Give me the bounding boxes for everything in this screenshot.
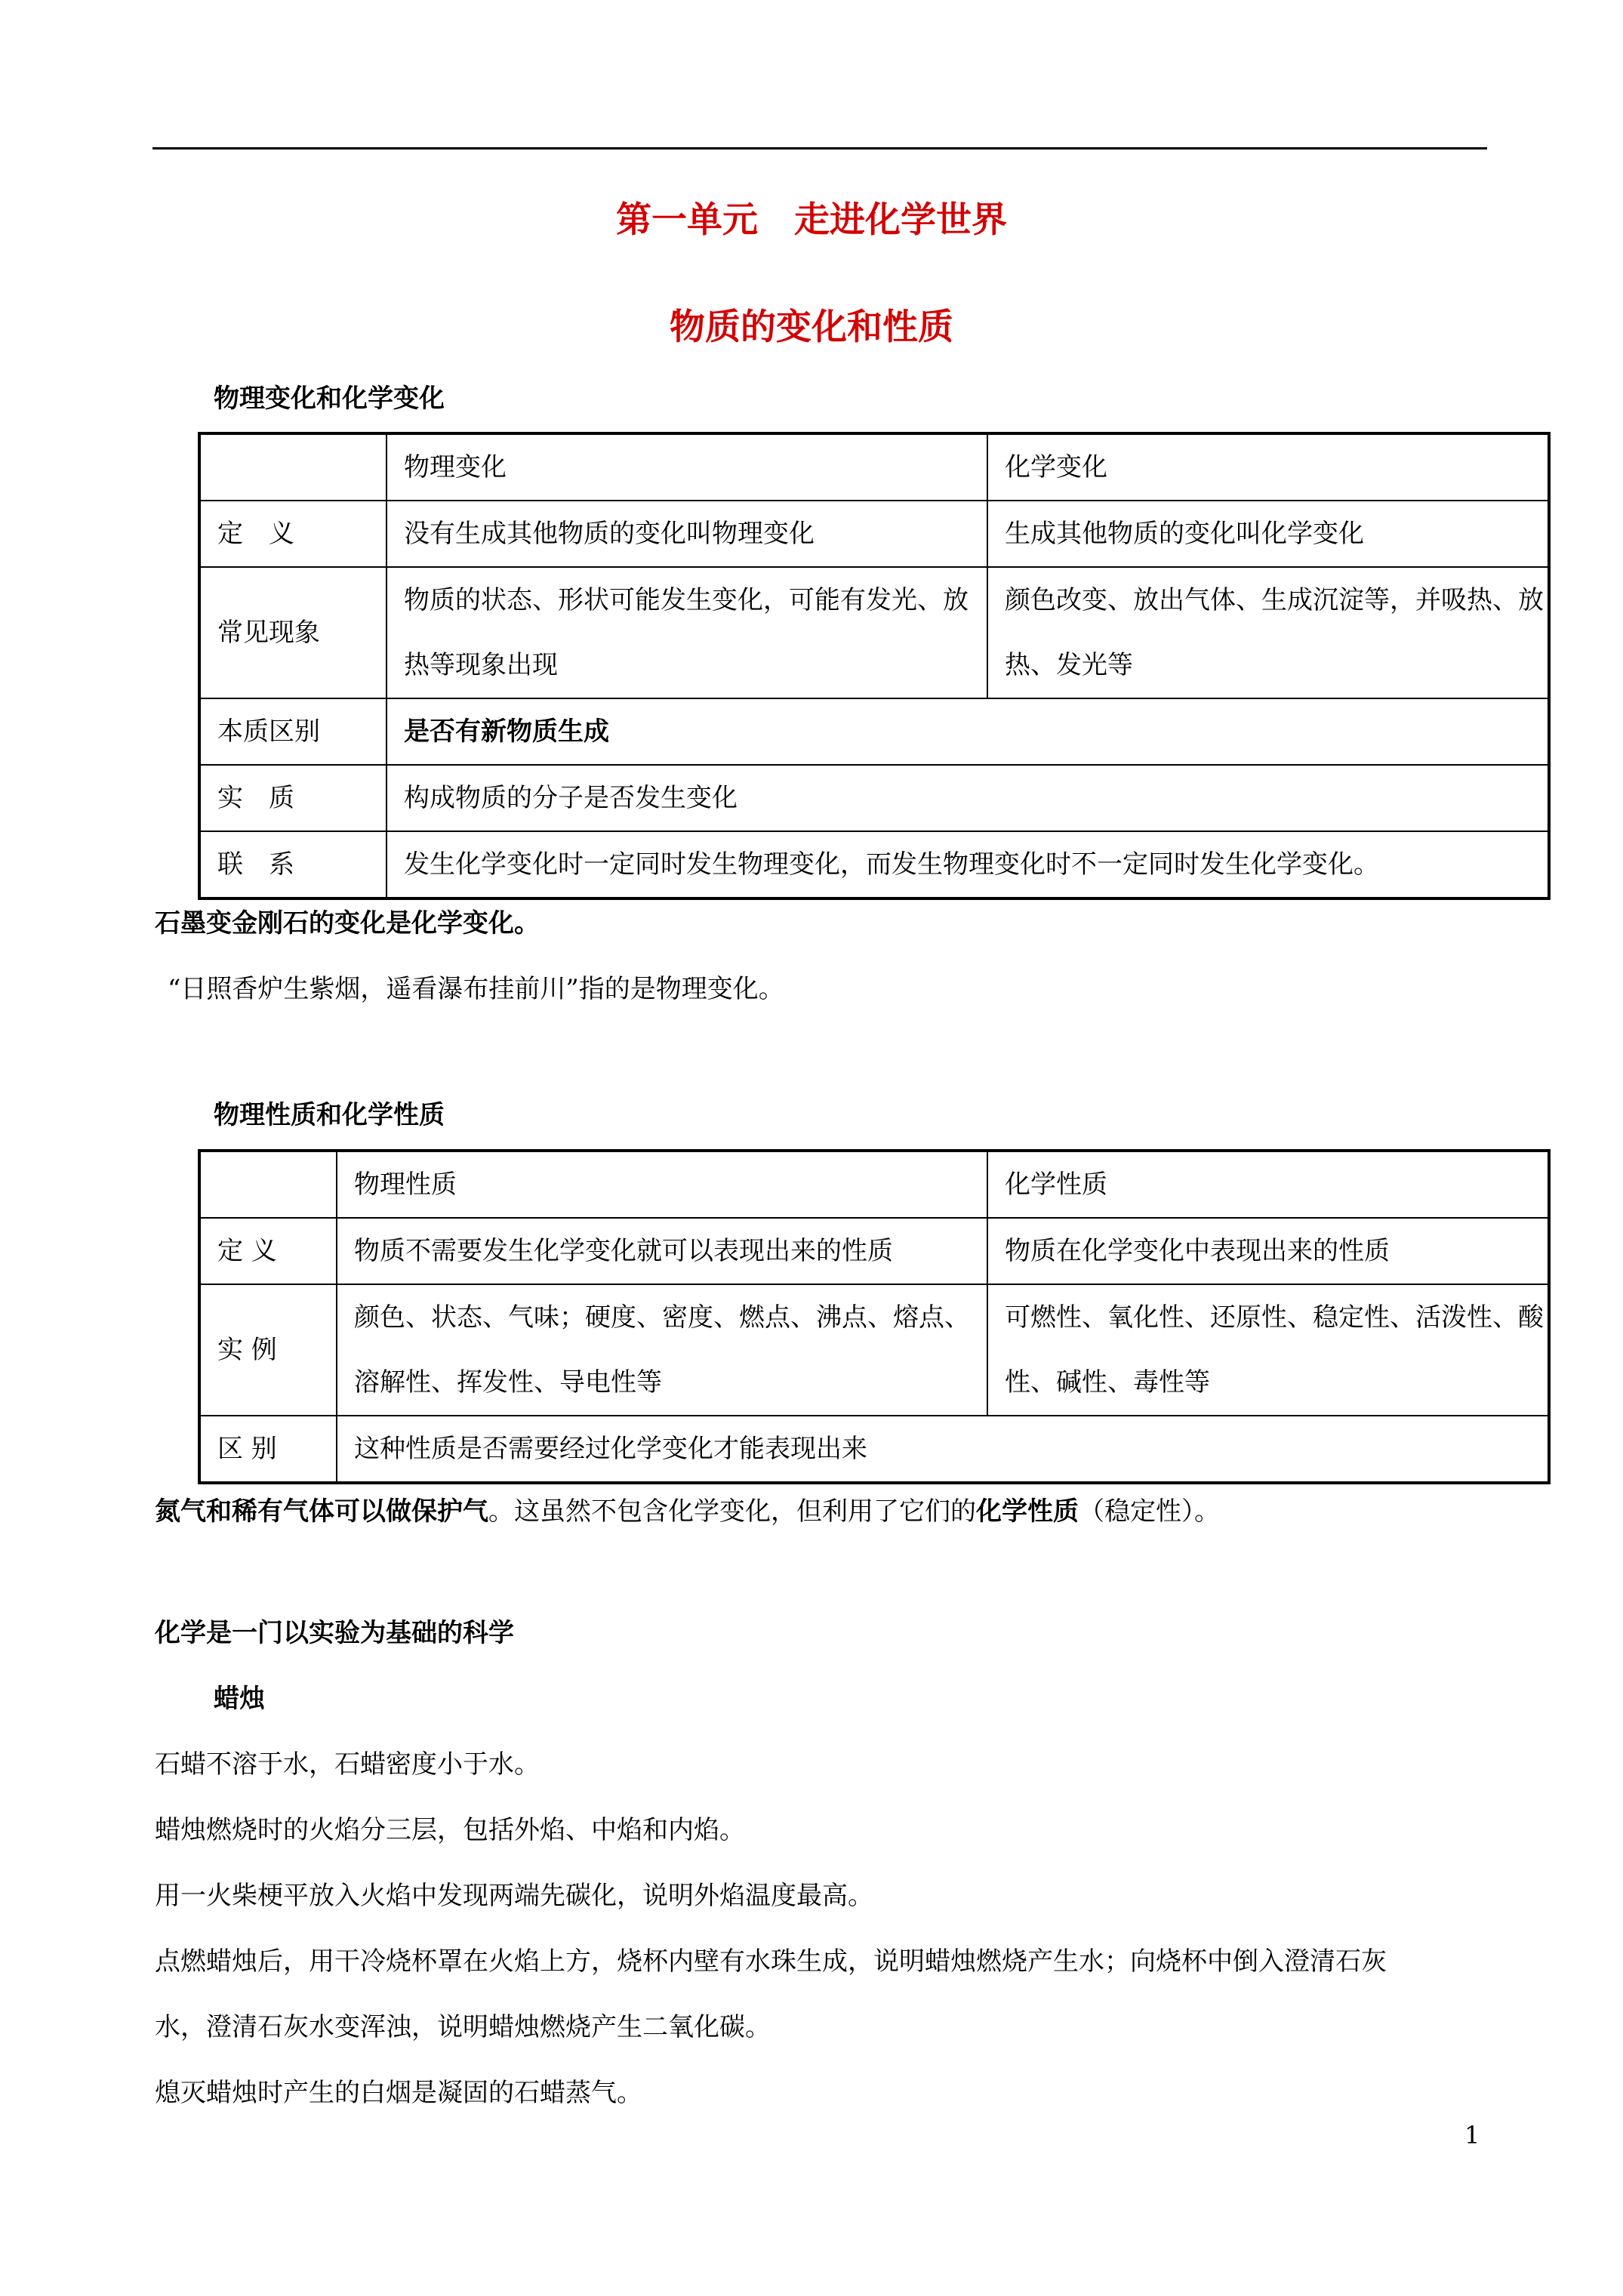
note-bold-property: 化学性质 xyxy=(976,1496,1079,1527)
note-protective-gas xyxy=(155,1493,1220,1530)
row-label: 定 义 xyxy=(199,501,387,567)
candle-line: 水，澄清石灰水变浑浊，说明蜡烛燃烧产生二氧化碳。 xyxy=(155,2012,771,2042)
lesson-title: 物质的变化和性质 xyxy=(670,307,953,348)
unit-title xyxy=(0,198,1623,243)
table-row xyxy=(199,1218,1549,1284)
header-cell-physical: 物理变化 xyxy=(387,433,987,501)
physical-cell: 颜色、状态、气味；硬度、密度、燃点、沸点、熔点、溶解性、挥发性、导电性等 xyxy=(337,1284,987,1416)
note-graphite: 石墨变金刚石的变化是化学变化。 xyxy=(155,908,540,938)
chemical-cell: 物质在化学变化中表现出来的性质 xyxy=(987,1218,1549,1284)
row-label: 联 系 xyxy=(199,831,387,898)
header-cell-chemical: 化学变化 xyxy=(987,433,1549,501)
table-header-row xyxy=(199,433,1549,501)
table-row xyxy=(199,501,1549,567)
chemical-cell: 生成其他物质的变化叫化学变化 xyxy=(987,501,1549,567)
unit-number: 第一单元 xyxy=(616,199,758,241)
note-poem: “日照香炉生紫烟，遥看瀑布挂前川”指的是物理变化。 xyxy=(168,974,784,1004)
section-heading-properties: 物理性质和化学性质 xyxy=(214,1100,445,1130)
header-cell-empty xyxy=(199,1151,337,1218)
chemical-cell: 可燃性、氧化性、还原性、稳定性、活泼性、酸性、碱性、毒性等 xyxy=(987,1284,1549,1416)
row-label: 实 质 xyxy=(199,765,387,831)
candle-line: 石蜡不溶于水，石蜡密度小于水。 xyxy=(155,1749,540,1780)
table-row xyxy=(199,698,1549,765)
physical-cell: 物质不需要发生化学变化就可以表现出来的性质 xyxy=(337,1218,987,1284)
merged-cell: 发生化学变化时一定同时发生物理变化，而发生物理变化时不一定同时发生化学变化。 xyxy=(387,831,1549,898)
note-mid-text: 。这虽然不包含化学变化，但利用了它们的 xyxy=(488,1496,976,1527)
row-label: 常见现象 xyxy=(199,567,387,698)
candle-line: 熄灭蜡烛时产生的白烟是凝固的石蜡蒸气。 xyxy=(155,2078,642,2108)
candle-line: 蜡烛燃烧时的火焰分三层，包括外焰、中焰和内焰。 xyxy=(155,1815,745,1845)
table-row xyxy=(199,765,1549,831)
header-rule xyxy=(152,147,1487,149)
table-header-row xyxy=(199,1151,1549,1218)
merged-cell: 构成物质的分子是否发生变化 xyxy=(387,765,1549,831)
row-label: 定 义 xyxy=(199,1218,337,1284)
row-label: 区 别 xyxy=(199,1416,337,1483)
header-cell-empty xyxy=(199,433,387,501)
chemical-cell: 颜色改变、放出气体、生成沉淀等，并吸热、放热、发光等 xyxy=(987,567,1549,698)
page-number: 1 xyxy=(1464,2121,1480,2150)
header-cell-physical: 物理性质 xyxy=(337,1151,987,1218)
table-row xyxy=(199,831,1549,898)
candle-line: 用一火柴梗平放入火焰中发现两端先碳化，说明外焰温度最高。 xyxy=(155,1881,873,1911)
note-end-text: （稳定性）。 xyxy=(1079,1496,1220,1527)
table-row xyxy=(199,1284,1549,1416)
row-label: 实 例 xyxy=(199,1284,337,1416)
physical-cell: 没有生成其他物质的变化叫物理变化 xyxy=(387,501,987,567)
row-label: 本质区别 xyxy=(199,698,387,765)
changes-table xyxy=(198,432,1551,900)
candle-line: 点燃蜡烛后，用干冷烧杯罩在火焰上方，烧杯内壁有水珠生成，说明蜡烛燃烧产生水；向烧杯中倒入澄清石灰 xyxy=(155,1946,1387,1977)
table-row xyxy=(199,1416,1549,1483)
note-bold-gas: 氮气和稀有气体可以做保护气 xyxy=(155,1496,488,1527)
section-heading-experiment: 化学是一门以实验为基础的科学 xyxy=(155,1618,514,1648)
unit-name: 走进化学世界 xyxy=(794,199,1007,241)
header-cell-chemical: 化学性质 xyxy=(987,1151,1549,1218)
section-heading-changes: 物理变化和化学变化 xyxy=(214,384,445,414)
properties-table xyxy=(198,1149,1551,1484)
merged-cell: 是否有新物质生成 xyxy=(387,698,1549,765)
subheading-candle: 蜡烛 xyxy=(214,1684,265,1714)
merged-cell: 这种性质是否需要经过化学变化才能表现出来 xyxy=(337,1416,1549,1483)
physical-cell: 物质的状态、形状可能发生变化，可能有发光、放热等现象出现 xyxy=(387,567,987,698)
table-row xyxy=(199,567,1549,698)
